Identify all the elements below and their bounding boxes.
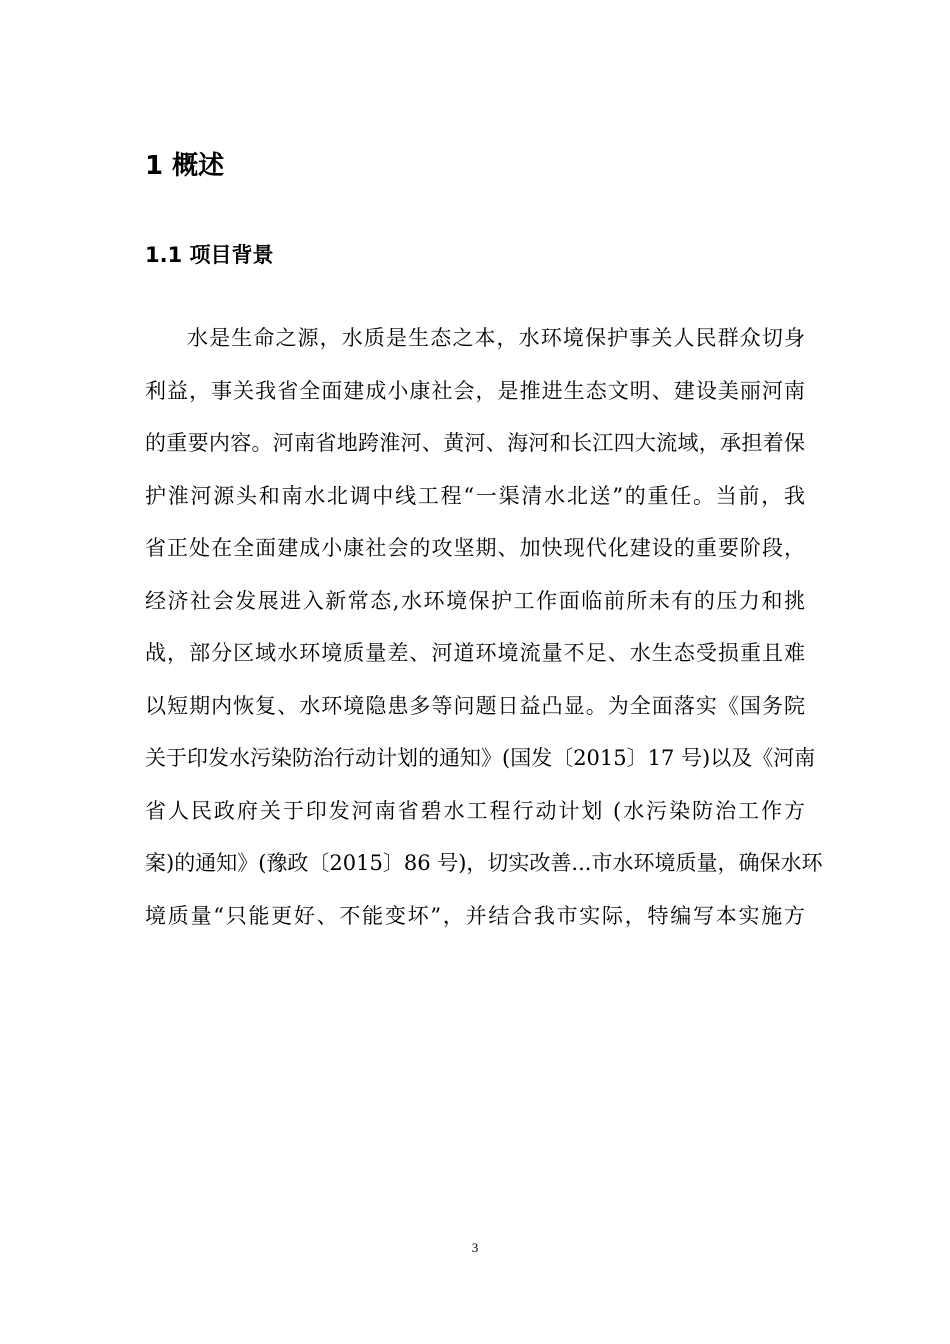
chapter-heading: 1 概述 [145, 151, 225, 181]
section-heading: 1.1 项目背景 [145, 243, 274, 267]
paragraph-line: 水是生命之源，水质是生态之本，水环境保护事关人民群众切身 [187, 326, 805, 350]
paragraph-line: 护淮河源头和南水北调中线工程“一渠清水北送”的重任。当前，我 [145, 483, 805, 508]
paragraph-line: 境质量“只能更好、不能变坏”，并结合我市实际，特编写本实施方 [145, 903, 805, 928]
paragraph-line: 关于印发水污染防治行动计划的通知》(国发〔2015〕17 号)以及《河南 [145, 746, 816, 770]
paragraph-line: 省人民政府关于印发河南省碧水工程行动计划 (水污染防治工作方 [145, 798, 805, 823]
paragraph-line: 经济社会发展进入新常态,水环境保护工作面临前所未有的压力和挑 [145, 588, 805, 613]
paragraph-line: 省正处在全面建成小康社会的攻坚期、加快现代化建设的重要阶段， [145, 536, 805, 560]
paragraph-line: 利益，事关我省全面建成小康社会，是推进生态文明、建设美丽河南 [145, 378, 805, 403]
page-number: 3 [471, 1240, 479, 1255]
body-paragraph [145, 312, 823, 942]
paragraph-line: 的重要内容。河南省地跨淮河、黄河、海河和长江四大流域，承担着保 [145, 431, 805, 455]
paragraph-line: 以短期内恢复、水环境隐患多等问题日益凸显。为全面落实《国务院 [145, 693, 805, 718]
paragraph-line: 案)的通知》(豫政〔2015〕86 号)，切实改善...市水环境质量，确保水环 [145, 851, 823, 875]
paragraph-line: 战，部分区域水环境质量差、河道环境流量不足、水生态受损重且难 [145, 641, 805, 665]
